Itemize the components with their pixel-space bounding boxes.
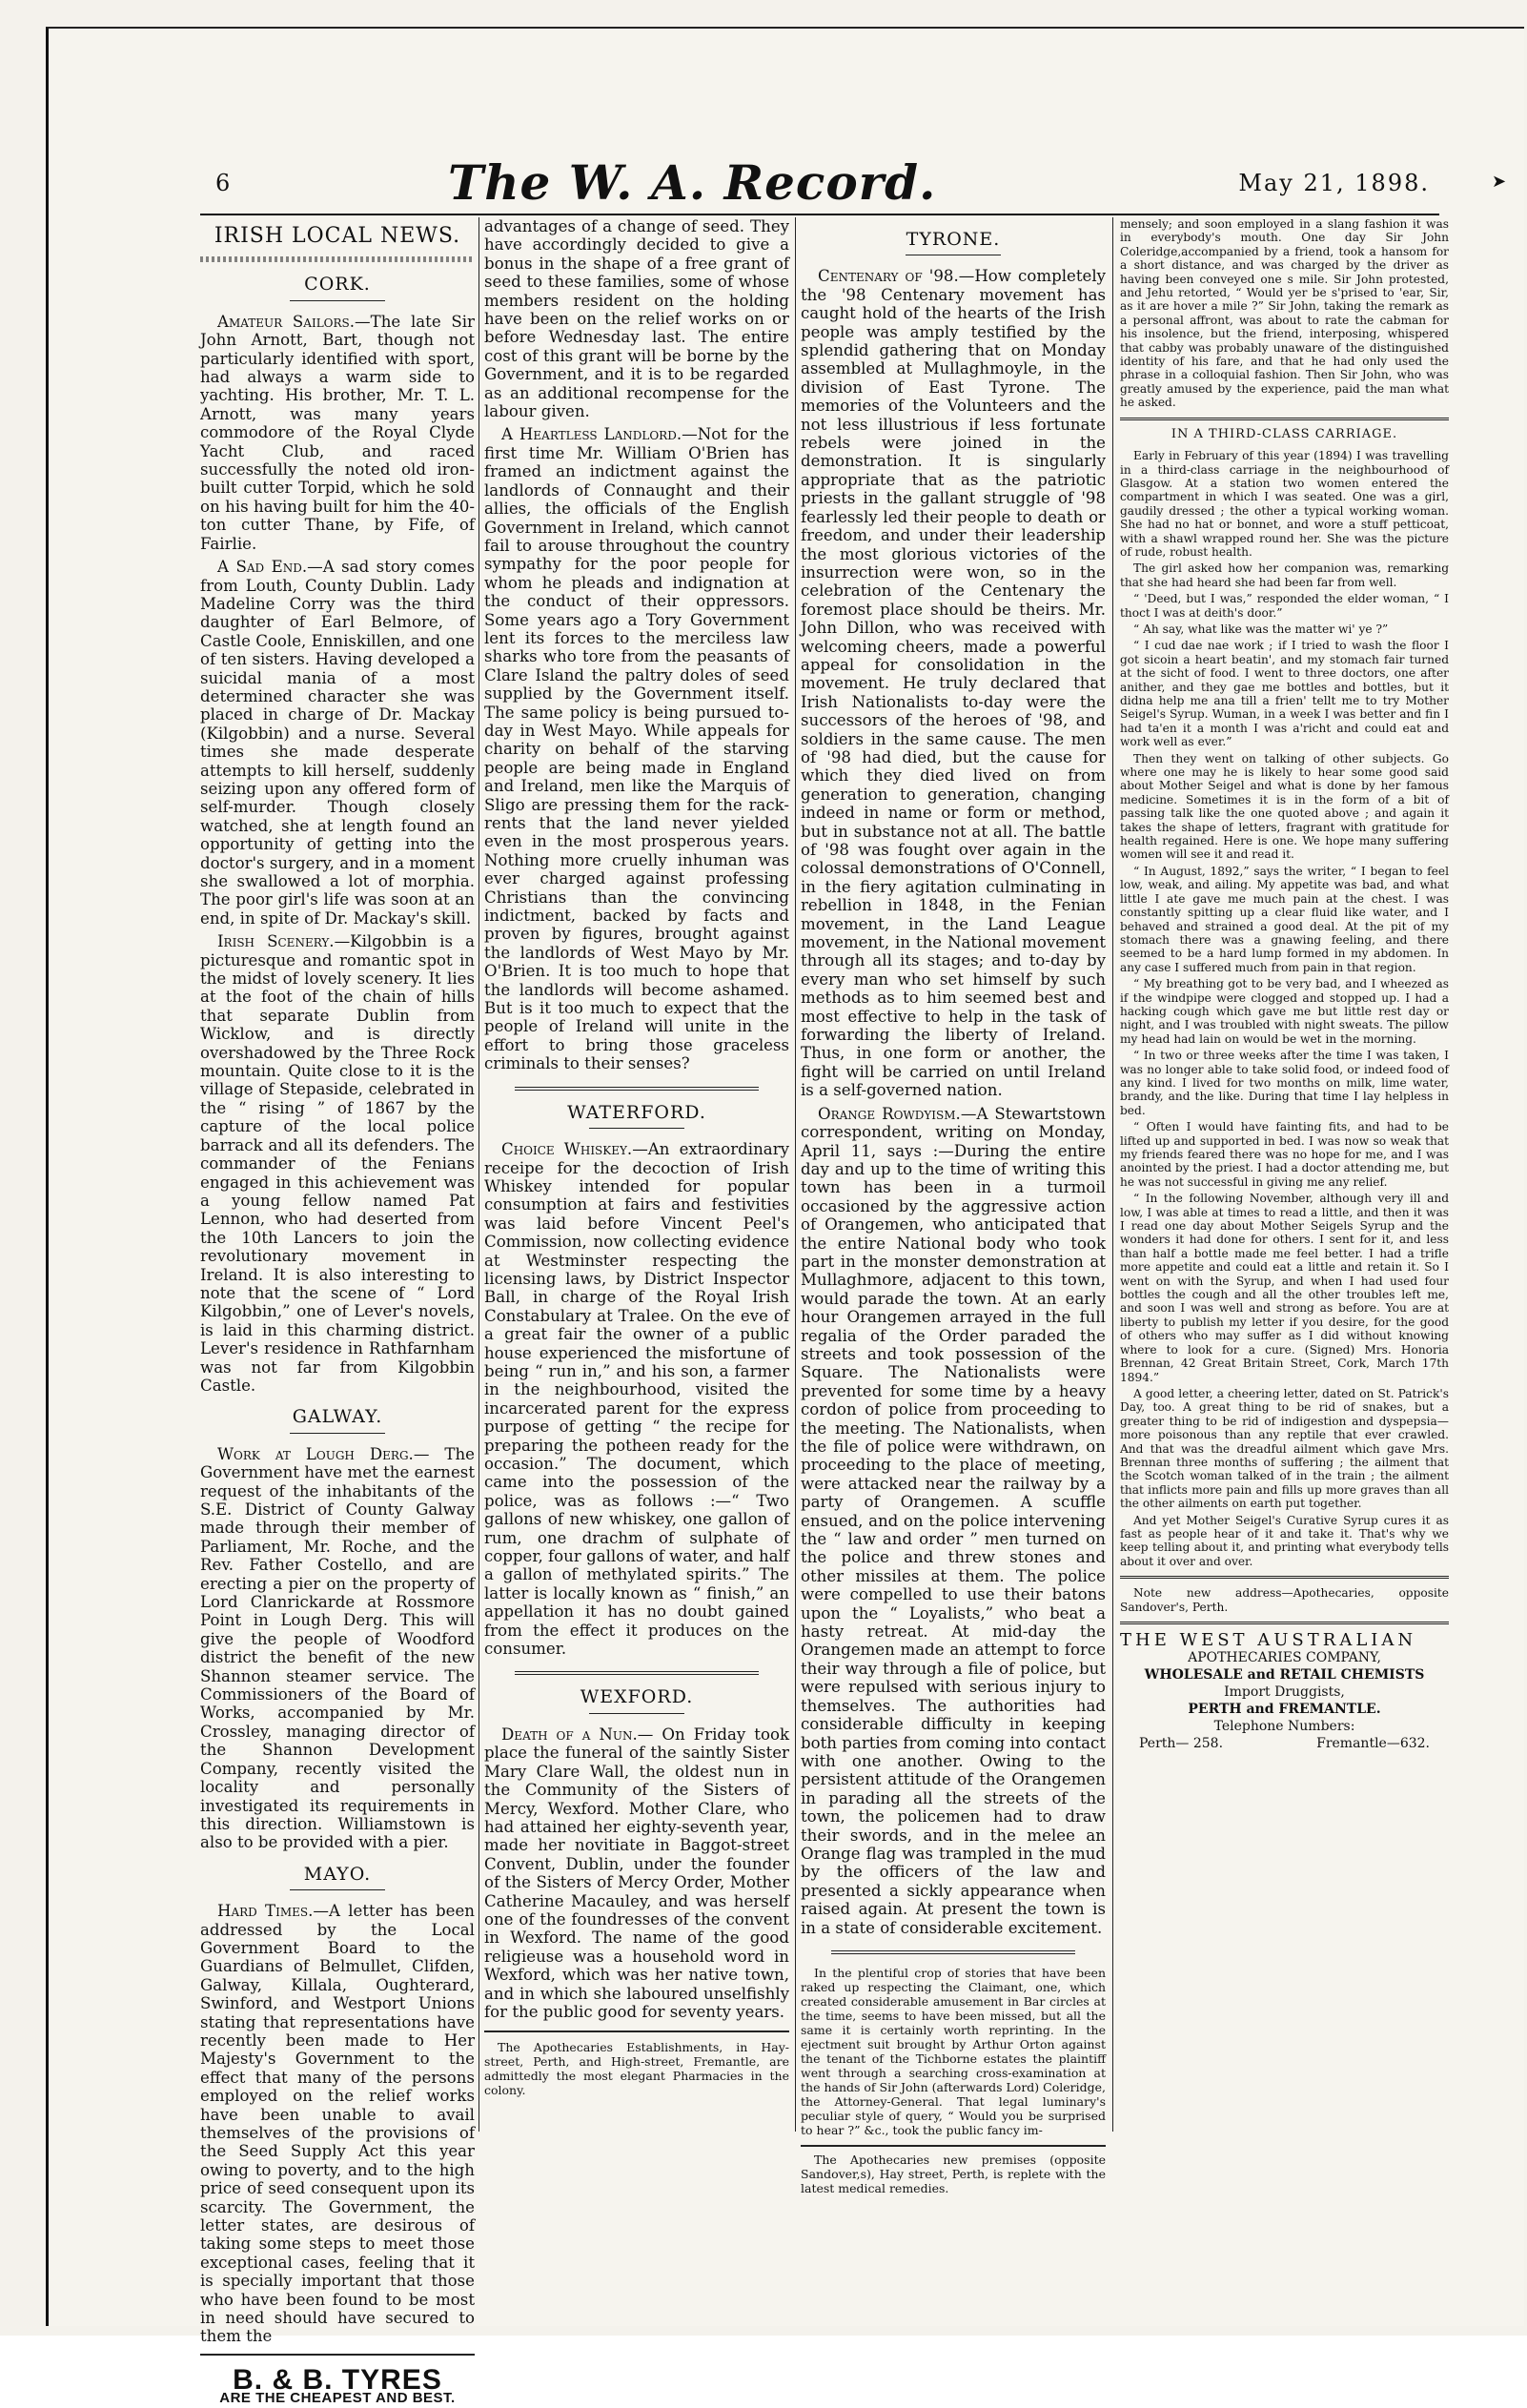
heading-mayo: MAYO. [200, 1866, 475, 1890]
article-paragraph: “ 'Deed, but I was,” responded the elder woman, “ I thoct I was at deith's door.” [1120, 592, 1449, 620]
heading-wexford: WEXFORD. [484, 1688, 789, 1713]
ad-line: Telephone Numbers: [1213, 1719, 1355, 1734]
heading-tyrone: TYRONE. [801, 231, 1106, 255]
column-1 [200, 217, 475, 2408]
article-paragraph: Hard Times.—A letter has been addressed by the Local Government Board to the Guardians of Belmullet, Clifden, Galway, Killala, Oughterard, Swinford, and Westport Unions stating that representations have recently been made to Her Majesty's Government to the effect that many of the persons employed on the relief works have been unable to avail themselves of the provisions of the Seed Supply Act this year owing to poverty, and to the high price of seed consequent upon its scarcity. The Government, the letter states, are desirous of taking some steps to meet those exceptional cases, feeling that it is specially important that those who have been found to be most in need should have secured to them the [200, 1902, 475, 2346]
divider [515, 1087, 759, 1091]
article-paragraph: Amateur Sailors.—The late Sir John Arnott, Bart, though not particularly identified with sport, had always a warm side to yachting. His brother, Mr. T. L. Arnott, was many years commodore of the Royal Clyde Yacht Club, and raced successfully the noted old iron-built cutter Torpid, which he sold on his having built for him the 40-ton cutter Thane, by Fife, of Fairlie. [200, 312, 475, 553]
divider [515, 1671, 759, 1675]
divider [831, 1950, 1075, 1954]
article-paragraph: “ In August, 1892,” says the writer, “ I began to feel low, weak, and ailing. My appetite was bad, and what little I ate gave me much pain at the chest. I was constantly spitting up a clear fluid like water, and I behaved and strained a good deal. At the pit of my stomach there was a gnawing feeling, and there seemed to be a hard lump formed in my abdomen. In any case I suffered much from pain in that region. [1120, 864, 1449, 974]
header-rule [200, 214, 1439, 215]
article-paragraph: Choice Whiskey.—An extraordinary receipe for the decoction of Irish Whiskey intended for popular consumption at fairs and festivities was laid before Vincent Peel's Commission, now collecting evidence at Westminster respecting the licensing laws, by District Inspector Ball, in charge of the Royal Irish Constabulary at Tralee. On the eve of a great fair the owner of a public house experienced the misfortune of being “ run in,” and his son, a farmer in the neighbourhood, visited the incarcerated parent for the express purpose of getting “ the recipe for preparing the potheen ready for the occasion.” The document, which came into the possession of the police, was as follows :—“ Two gallons of new whiskey, one gallon of rum, one drachm of sulphate of copper, four gallons of water, and half a gallon of methylated spirits.” The latter is locally known as “ finish,” an appellation it has no doubt gained from the effect it produces on the consumer. [484, 1140, 789, 1659]
divider [484, 2030, 789, 2032]
heading-third-class-carriage: IN A THIRD-CLASS CARRIAGE. [1171, 426, 1398, 441]
article-paragraph: Early in February of this year (1894) I was travelling in a third-class carriage in the neighbourhood of Glasgow. At a station two women entered the compartment in which I was seated. One was a girl, gaudily dressed ; the other a typical working woman. She had no hat or bonnet, and wore a stuff petticoat, with a shawl wrapped round her. She was the picture of rude, robust health. [1120, 449, 1449, 559]
column-2 [484, 217, 789, 2102]
article-paragraph: “ My breathing got to be very bad, and I wheezed as if the windpipe were clogged and stopped up. I had a hacking cough which gave me but little rest day or night, and I was troubled with night sweats. The pillow my head had lain on would be wet in the morning. [1120, 977, 1449, 1046]
article-paragraph: Centenary of '98.—How completely the '98 Centenary movement has caught hold of the hearts of the Irish people was amply testified by the splendid gathering that on Monday assembled at Mullaghmoyle, in the division of East Tyrone. The memories of the Volunteers and the not less illustrious if less fortunate rebels were joined in the demonstration. It is singularly appropriate that as the patriotic priests in the gallant struggle of '98 fearlessly led their people to death or freedom, and under their leadership the most glorious victories of the insurrection were won, so in the celebration of the Centenary the foremost place should be theirs. Mr. John Dillon, who was received with welcoming cheers, made a powerful appeal for consolidation in the movement. He truly declared that Irish Nationalists to-day were the successors of the heroes of '98, and soldiers in the same cause. The men of '98 had died, but the cause for which they died lived on from generation to generation, changing indeed in name or form or method, but in substance not at all. The battle of '98 was fought over again in the colossal demonstrations of O'Connell, in the fiery agitation culminating in rebellion in 1848, in the Fenian movement, in the Land League movement, in the National movement through all its stages; and to-day by every man who set himself by such methods as to him seemed best and most effective to help in the task of forwarding the liberty of Ireland. Thus, in one form or another, the fight will be carried on until Ireland is a self-governed nation. [801, 267, 1106, 1100]
apothecaries-notice: The Apothecaries Establishments, in Hay-street, Perth, and High-street, Fremantle, are admittedly the most elegant Pharmacies in the colony. [484, 2040, 789, 2098]
article-paragraph: Orange Rowdyism.—A Stewartstown correspondent, writing on Monday, April 11, says :—During the entire day and up to the time of writing this town has been in a turmoil occasioned by the aggressive action of Orangemen, who anticipated that the entire National body who took part in the monster demonstration at Mullaghmore, adjacent to this town, would parade the town. At an early hour Orangemen arrayed in the full regalia of the Order paraded the streets and took possession of the Square. The Nationalists were prevented for some time by a heavy cordon of police from proceeding to the meeting. The Nationalists, when the file of police were withdrawn, on proceeding to the place of meeting, were attacked near the railway by a party of Orangemen. A scuffle ensued, and on the police intervening the “ law and order ” men turned on the police and threw stones and other missiles at them. The police were compelled to use their batons upon the “ Loyalists,” who beat a hasty retreat. At mid-day the Orangemen made an attempt to force their way through a file of police, but were repulsed with serious injury to themselves. The authorities had considerable difficulty in keeping both parties from coming into contact with one another. Owing to the persistent attitude of the Orangemen in parading all the streets of the town, the policemen had to draw their swords, and in the melee an Orange flag was trampled in the mud by the officers of the law and presented a sickly appearance when raised again. At present the town is in a state of considerable excitement. [801, 1104, 1106, 1937]
article-paragraph: Irish Scenery.—Kilgobbin is a picturesque and romantic spot in the midst of lovely scenery. It lies at the foot of the chain of hills that separate Dublin from Wicklow, and is directly overshadowed by the Three Rock mountain. Quite close to it is the village of Stepaside, celebrated in the “ rising ” of 1867 by the capture of the local police barrack and all its defenders. The commander of the Fenians engaged in this achievement was a young fellow named Pat Lennon, who had deserted from the 10th Lancers to join the revolutionary movement in Ireland. It is also interesting to note that the scene of “ Lord Kilgobbin,” one of Lever's novels, is laid in this charming district. Lever's residence in Rathfarnham was not far from Kilgobbin Castle. [200, 932, 475, 1395]
article-paragraph: “ In two or three weeks after the time I was taken, I was no longer able to take solid food, or indeed food of any kind. I lived for two months on milk, lime water, brandy, and the like. During that time I lay helpless in bed. [1120, 1049, 1449, 1117]
masthead-title: The W. A. Record. [448, 154, 937, 211]
article-paragraph: “ I cud dae nae work ; if I tried to wash the floor I got sicoin a heart beatin', and my stomach fair turned at the sicht of food. I went to three doctors, one after anither, and they gae me bottles and bottles, but it didna help me ana till a frien' tellt me to try Mother Seigel's Syrup. Wuman, in a week I was better and fin I had ta'en it a month I was a'richt and could eat and work well as ever.” [1120, 639, 1449, 749]
tyres-ad-tagline: ARE THE CHEAPEST AND BEST. [219, 2390, 456, 2407]
heading-cork: CORK. [200, 275, 475, 300]
column-rule [795, 217, 796, 2132]
apothecaries-company-ad [1120, 1632, 1449, 1752]
claimant-story-continued: mensely; and soon employed in a slang fashion it was in everybody's mouth. One day Sir John Coleridge,accompanied by a friend, took a hansom for a short distance, and was charged by the driver as having been conveyed one s mile. Sir John protested, and Jehu retorted, “ Would yer be s'prised to 'ear, Sir, as it are hover a mile ?” Sir John, taking the remark as a personal affront, was about to rate the cabman for his insolence, but the friend, interposing, whispered that cabby was probably unaware of the distinguished identity of his fare, and that he had only used the phrase in a colloquial fashion. Then Sir John, who was greatly amused by the experience, paid the man what he asked. [1120, 217, 1449, 410]
column-3 [801, 217, 1106, 2200]
article-paragraph: A good letter, a cheering letter, dated on St. Patrick's Day, too. A great thing to be rid of snakes, but a greater thing to be rid of indigestion and dyspepsia—more poisonous than any reptile that ever crawled. And that was the dreadful ailment which gave Mrs. Brennan three months of suffering ; the ailment that the Scotch woman talked of in the train ; the ailment that inflicts more pain and fills up more graves than all the other ailments on earth put together. [1120, 1386, 1449, 1511]
ad-line: PERTH and FREMANTLE. [1188, 1702, 1381, 1717]
article-paragraph: A Sad End.—A sad story comes from Louth, County Dublin. Lady Madeline Corry was the third daughter of Earl Belmore, of Castle Coole, Enniskillen, and one of ten sisters. Having developed a suicidal mania of a most determined character she was placed in charge of Dr. Mackay (Kilgobbin) and a nurse. Several times she made desperate attempts to kill herself, suddenly seizing upon any offered form of self-murder. Though closely watched, she at length found an opportunity of getting into the doctor's surgery, and in a moment she swallowed a lot of morphia. The poor girl's life was soon at an end, in spite of Dr. Mackay's skill. [200, 558, 475, 928]
ad-line: WHOLESALE and RETAIL CHEMISTS [1144, 1667, 1425, 1683]
article-paragraph: “ Often I would have fainting fits, and had to be lifted up and supported in bed. I was now so weak that my friends feared there was no hope for me, and I was anointed by the priest. I had a doctor attending me, but he was not successful in giving me any relief. [1120, 1120, 1449, 1189]
column-rule [1112, 217, 1113, 2132]
telephone-numbers [1120, 1735, 1449, 1752]
divider [1120, 418, 1449, 420]
article-paragraph: A Heartless Landlord.—Not for the first time Mr. William O'Brien has framed an indictment against the landlords of Connaught and their allies, the officials of the English Government in Ireland, which cannot fail to arouse throughout the country sympathy for the poor people for whom he pleads and indignation at the conduct of their oppressors. Some years ago a Tory Government lent its forces to the merciless law sharks who tore from the peasants of Clare Island the paltry doles of seed supplied by the Government itself. The same policy is being pursued to-day in West Mayo. While appeals for charity on behalf of the starving people are being made in England and Ireland, men like the Marquis of Sligo are pressing them for the rack-rents that the land never yielded even in the most prosperous years. Nothing more cruelly inhuman was ever charged against professing Christians than the convincing indictment, backed by facts and proven by figures, brought against the landlords of West Mayo by Mr. O'Brien. It is too much to hope that the landlords will become ashamed. But is it too much to expect that the people of Ireland will unite in the effort to bring those graceless criminals to their senses? [484, 425, 790, 1073]
new-address-notice: Note new address—Apothecaries, opposite Sandover's, Perth. [1120, 1586, 1449, 1614]
article-paragraph: “ In the following November, although very ill and low, I was able at times to read a little, and then it was I read one day about Mother Seigels Syrup and the wonders it had done for others. I sent for it, and less than half a bottle made me feel better. I had a trifle more appetite and could eat a little and retain it. So I went on with the Syrup, and when I had used four bottles the cough and all the other troubles left me, and soon I was well and strong as before. You are at liberty to publish my letter if you desire, for the good of others who may suffer as I did without knowing where to look for a cure. (Signed) Mrs. Honoria Brennan, 42 Great Britain Street, Cork, March 17th 1894.” [1120, 1192, 1449, 1384]
heading-galway: GALWAY. [200, 1408, 475, 1433]
page-number: 6 [215, 170, 231, 196]
ad-line: Import Druggists, [1224, 1684, 1345, 1700]
column-4 [1120, 217, 1449, 1752]
article-paragraph: Death of a Nun.— On Friday took place the funeral of the saintly Sister Mary Clare Wall, the oldest nun in the Community of the Sisters of Mercy, Wexford. Mother Clare, who had attained her eighty-seventh year, made her novitiate in Baggot-street Convent, Dublin, under the founder of the Sisters of Mercy Order, Mother Catherine Macauley, and was herself one of the foundresses of the convent in Wexford. The name of the good religieuse was a household word in Wexford, which was her native town, and in which she laboured unselfishly for the public good for seventy years. [484, 1724, 790, 2021]
issue-date: May 21, 1898. [1238, 170, 1430, 196]
claimant-story: In the plentiful crop of stories that have been raked up respecting the Claimant, one, which created considerable amusement in Bar circles at the time, seems to have been missed, but all the same it is certainly worth reprinting. In the ejectment suit brought by Arthur Orton against the tenant of the Tichborne estates the plaintiff went through a searching cross-examination at the hands of Sir John (afterwards Lord) Coleridge, the Attorney-General. That legal luminary's peculiar style of query, “ Would you be surprised to hear ?” &c., took the public fancy im- [801, 1965, 1106, 2137]
column-rule [478, 217, 479, 2132]
article-paragraph: Work at Lough Derg.— The Government have met the earnest request of the inhabitants of the S.E. District of County Galway made through their member of Parliament, Mr. Roche, and the Rev. Father Costello, and are erecting a pier on the property of Lord Clanrickarde at Rossmore Point in Lough Derg. This will give the people of Woodford district the benefit of the new Shannon steamer service. The Commissioners of the Board of Works, accompanied by Mr. Crossley, managing director of the Shannon Development Company, recently visited the locality and personally investigated its requirements in this direction. Williamstown is also to be provided with a pier. [200, 1444, 475, 1852]
pointer-mark-icon: ➤ [1492, 172, 1507, 192]
wavy-divider [200, 256, 475, 262]
heading-waterford: WATERFORD. [484, 1104, 789, 1129]
ad-line: THE WEST AUSTRALIAN [1120, 1630, 1417, 1650]
article-paragraph: And yet Mother Seigel's Curative Syrup cures it as fast as people hear of it and take it. That's why we keep telling about it, and printing what everybody tells about it over and over. [1120, 1513, 1449, 1568]
divider [801, 2145, 1106, 2147]
divider [1120, 1622, 1449, 1624]
tel-fremantle: Fremantle—632. [1316, 1736, 1430, 1751]
tel-perth: Perth— 258. [1139, 1736, 1224, 1751]
article-paragraph: “ Ah say, what like was the matter wi' ye ?” [1133, 622, 1389, 636]
ad-line: APOTHECARIES COMPANY, [1188, 1650, 1381, 1665]
divider [1120, 1576, 1449, 1579]
masthead-bar [200, 154, 1430, 219]
apothecaries-notice: The Apothecaries new premises (opposite Sandover,s), Hay street, Perth, is replete with the latest medical remedies. [801, 2152, 1106, 2195]
article-paragraph: The girl asked how her companion was, remarking that she had heard she had been far from well. [1120, 561, 1449, 589]
section-title: IRISH LOCAL NEWS. [214, 224, 461, 248]
tyres-ad-brand: B. & B. TYRES [233, 2363, 442, 2396]
article-paragraph: Then they went on talking of other subjects. Go where one may he is likely to hear some good said about Mother Seigel and what is done by her famous medicine. Sometimes it is in the form of a bit of passing talk like the one quoted above ; and again it takes the shape of letters, fragrant with gratitude for health regained. Here is one. We hope many suffering women will see it and read it. [1120, 751, 1449, 862]
divider [200, 2354, 475, 2356]
article-paragraph: advantages of a change of seed. They have accordingly decided to give a bonus in the shape of a free grant of seed to these families, some of whose members resident on the holding have been on the relief works on or before Wednesday last. The entire cost of this grant will be borne by the Government, and it is to be regarded as an additional recompense for the labour given. [484, 217, 789, 421]
